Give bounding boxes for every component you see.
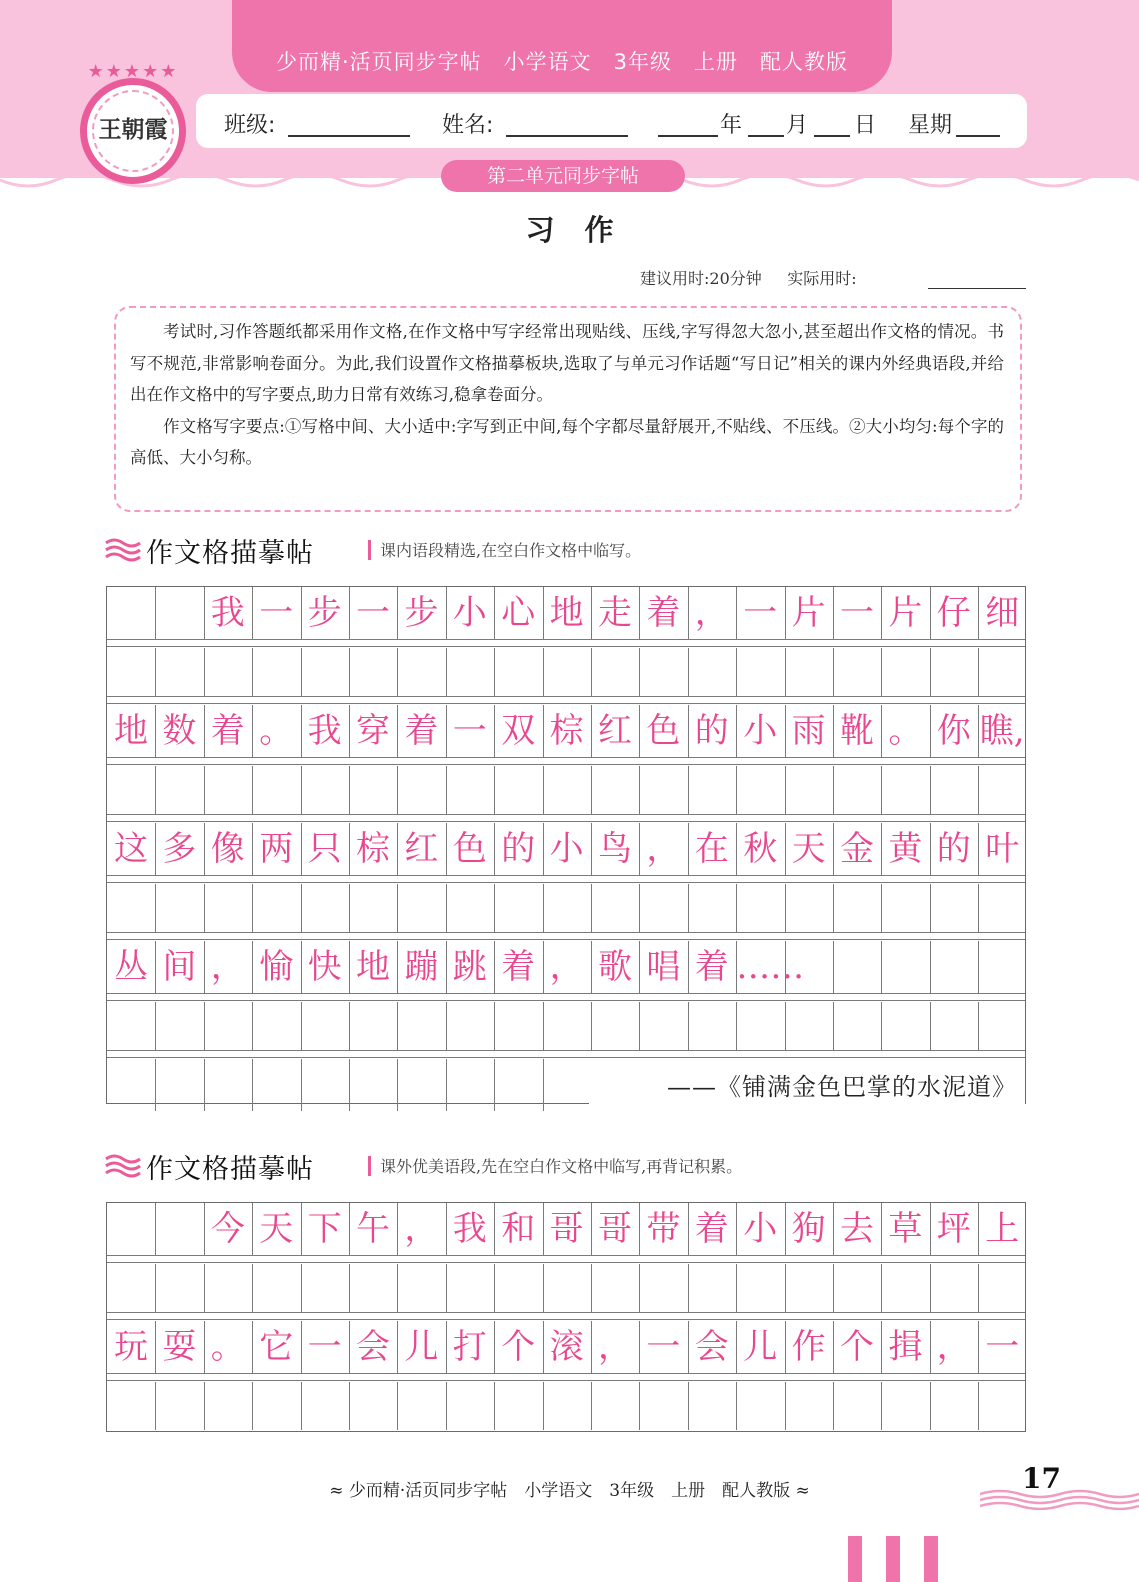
trace-character: 步 [307, 593, 342, 633]
trace-character: 着 [501, 947, 536, 987]
trace-character: 。 [888, 711, 923, 751]
trace-character: 一 [307, 1327, 342, 1367]
trace-character: 哥 [549, 1209, 584, 1249]
grid-cell-divider [494, 1059, 495, 1111]
trace-character: 个 [840, 1327, 874, 1367]
trace-character: ， [404, 1209, 439, 1249]
trace-character [155, 1203, 203, 1255]
row-gap [107, 814, 1025, 822]
trace-character: 片 [791, 593, 826, 633]
page-title: 习作 [525, 213, 644, 247]
trace-character: 儿 [743, 1327, 778, 1367]
intro-paragraph-2: 作文格写字要点:①写格中间、大小适中:字写到正中间,每个字都尽量舒展开,不贴线、不压线。②大小均匀:每个字的高低、大小匀称。 [130, 416, 1004, 467]
trace-character: 多 [162, 829, 197, 869]
section1-writing-grid [106, 586, 1026, 1104]
trace-character: 数 [162, 711, 197, 751]
year-field[interactable] [658, 135, 718, 137]
trace-character: 着 [694, 947, 729, 987]
trace-character: 心 [501, 593, 536, 633]
footer-wave-decoration [980, 1488, 1139, 1510]
actual-time-label: 实际用时: [787, 269, 857, 288]
wave-icon [104, 536, 142, 564]
trace-character: 一 [646, 1327, 681, 1367]
trace-character: 它 [259, 1327, 294, 1367]
year-label: 年 [720, 113, 743, 138]
trace-character: 跳 [452, 947, 487, 987]
trace-character: 一 [452, 711, 487, 751]
day-label: 日 [854, 113, 877, 138]
trace-character: …… [736, 947, 805, 987]
trace-character: 我 [452, 1209, 487, 1249]
trace-character: 会 [694, 1327, 729, 1367]
trace-character: 一 [356, 593, 390, 633]
trace-character: 上 [985, 1209, 1020, 1249]
blank-practice-row[interactable] [107, 648, 1025, 696]
trace-character: 小 [743, 1209, 778, 1249]
grid-cell-divider [301, 1059, 302, 1111]
grid-cell-divider [446, 1059, 447, 1111]
trace-character: 蹦 [404, 947, 439, 987]
blank-practice-row[interactable] [107, 884, 1025, 932]
suggested-time: 建议用时:20分钟 [640, 269, 762, 288]
trace-character: ， [598, 1327, 632, 1367]
trace-character: 色 [646, 711, 681, 751]
class-field[interactable] [288, 135, 410, 137]
class-label: 班级: [224, 113, 276, 138]
name-label: 姓名: [442, 113, 494, 138]
row-gap [107, 1255, 1025, 1263]
trace-character: 这 [114, 829, 148, 869]
trace-character: 打 [452, 1327, 487, 1367]
trace-character: 你 [936, 711, 971, 751]
grid-cell-divider [252, 1059, 253, 1111]
trace-character: 的 [936, 829, 971, 869]
blank-practice-row[interactable] [107, 1264, 1025, 1312]
trace-character: 我 [210, 593, 245, 633]
grid-cell-divider [155, 1059, 156, 1111]
trace-character: ， [549, 947, 584, 987]
trace-character: 只 [307, 829, 342, 869]
trace-character: 仔 [936, 593, 971, 633]
trace-character: 在 [694, 829, 729, 869]
trace-character: 去 [840, 1209, 874, 1249]
trace-character: 地 [356, 947, 390, 987]
trace-character: 的 [694, 711, 729, 751]
section1-divider [368, 540, 371, 560]
trace-character: 作 [791, 1327, 826, 1367]
trace-character: 丛 [114, 947, 148, 987]
trace-character: 会 [356, 1327, 390, 1367]
trace-character [833, 941, 881, 993]
row-gap [107, 639, 1025, 647]
trace-character: ， [694, 593, 729, 633]
trace-character: 片 [888, 593, 923, 633]
header-title-tab [232, 0, 892, 92]
month-field[interactable] [748, 135, 784, 137]
unit-label: 第二单元同步字帖 [441, 160, 685, 192]
row-gap [107, 696, 1025, 704]
trace-character: 带 [646, 1209, 681, 1249]
trace-character: 唱 [646, 947, 681, 987]
trace-character: 天 [259, 1209, 294, 1249]
trace-character: 草 [888, 1209, 923, 1249]
trace-character: 靴 [840, 711, 874, 751]
series-title: 少而精·活页同步字帖 小学语文 3年级 上册 配人教版 [275, 50, 849, 74]
trace-character: 坪 [936, 1209, 971, 1249]
trace-character: 色 [452, 829, 487, 869]
actual-time-field[interactable] [928, 288, 1026, 289]
trace-character: 一 [985, 1327, 1020, 1367]
blank-practice-row[interactable] [107, 1002, 1025, 1050]
section1-desc: 课内语段精选,在空白作文格中临写。 [380, 541, 642, 560]
month-label: 月 [786, 113, 809, 138]
trace-character: 着 [404, 711, 439, 751]
trace-character: 雨 [791, 711, 826, 751]
trace-character: 我 [307, 711, 342, 751]
section2-desc: 课外优美语段,先在空白作文格中临写,再背记积累。 [380, 1157, 743, 1176]
weekday-field[interactable] [956, 135, 1000, 137]
trace-character: 小 [743, 711, 778, 751]
trace-character: 快 [307, 947, 342, 987]
blank-practice-row[interactable] [107, 1382, 1025, 1430]
trace-character [881, 941, 929, 993]
brand-logo [80, 61, 186, 184]
trace-character: ， [646, 829, 681, 869]
trace-character: 着 [694, 1209, 729, 1249]
trace-character: 走 [598, 593, 632, 633]
blank-practice-row[interactable] [107, 766, 1025, 814]
trace-character: 歌 [598, 947, 632, 987]
trace-character: 天 [791, 829, 826, 869]
trace-character: 红 [404, 829, 439, 869]
trace-character: 叶 [985, 829, 1020, 869]
trace-character: 着 [646, 593, 681, 633]
trace-character: 红 [598, 711, 632, 751]
trace-character: 一 [840, 593, 874, 633]
row-gap [107, 1312, 1025, 1320]
trace-character: 狗 [791, 1209, 826, 1249]
trace-character [930, 941, 978, 993]
source-attribution: ——《铺满金色巴掌的水泥道》 [667, 1073, 1017, 1101]
trace-character: 棕 [549, 711, 584, 751]
trace-character: ， [210, 947, 245, 987]
trace-character: 午 [356, 1209, 390, 1249]
trace-character [978, 941, 1026, 993]
intro-box [114, 306, 1022, 512]
student-info-box [196, 94, 1027, 148]
trace-character: 儿 [404, 1327, 439, 1367]
trace-character: 小 [452, 593, 487, 633]
trace-character: 细 [985, 593, 1020, 633]
row-gap [107, 875, 1025, 883]
weekday-label: 星期 [908, 113, 953, 138]
time-info [640, 266, 857, 289]
trace-character: 两 [259, 829, 294, 869]
grid-cell-divider [349, 1059, 350, 1111]
trace-character: 地 [549, 593, 584, 633]
logo-stars: ★★★★★ [87, 61, 179, 82]
intro-paragraph-1: 考试时,习作答题纸都采用作文格,在作文格中写字经常出现贴线、压线,字写得忽大忽小,甚至超出作文格的情况。书写不规范,非常影响卷面分。为此,我们设置作文格描摹板块,选取了与单元习作话题“写日记”相关的课内外经典语段,并给出在作文格中的写字要点,助力日常有效练习,稳拿卷面分。 [130, 322, 1004, 404]
section2-divider [368, 1156, 371, 1176]
section1-label: 作文格描摹帖 [146, 538, 314, 569]
trace-character: 步 [404, 593, 439, 633]
section2-writing-grid [106, 1202, 1026, 1432]
trace-character: 双 [501, 711, 536, 751]
trace-character: 滚 [549, 1327, 584, 1367]
row-gap [107, 1050, 1025, 1058]
trace-character: 和 [501, 1209, 536, 1249]
trace-character [107, 1203, 155, 1255]
grid-cell-divider [543, 1059, 544, 1111]
trace-character: 耍 [162, 1327, 197, 1367]
trace-character: 间 [162, 947, 197, 987]
row-gap [107, 1373, 1025, 1381]
footer-series: ≈ 少而精·活页同步字帖 小学语文 3年级 上册 配人教版 ≈ [329, 1481, 810, 1501]
trace-character: 玩 [114, 1327, 148, 1367]
trace-character: 今 [210, 1209, 245, 1249]
trace-character: 下 [307, 1209, 342, 1249]
trace-character: 愉 [259, 947, 294, 987]
trace-character: 金 [840, 829, 874, 869]
trace-character: 地 [114, 711, 148, 751]
row-gap [107, 757, 1025, 765]
day-field[interactable] [814, 135, 850, 137]
trace-character: ， [936, 1327, 971, 1367]
trace-character: 穿 [356, 711, 390, 751]
logo-name: 王朝霞 [98, 116, 168, 143]
trace-character: 棕 [356, 829, 390, 869]
trace-character: 像 [210, 829, 245, 869]
name-field[interactable] [506, 135, 628, 137]
trace-character: 个 [501, 1327, 536, 1367]
trace-character: 瞧, [979, 711, 1025, 751]
row-gap [107, 932, 1025, 940]
grid-cell-divider [204, 1059, 205, 1111]
page-number: 17 [1022, 1462, 1061, 1495]
trace-character: 黄 [888, 829, 923, 869]
trace-character: 着 [210, 711, 245, 751]
trace-character: 。 [259, 711, 294, 751]
trace-character [155, 587, 203, 639]
trace-character: 哥 [598, 1209, 632, 1249]
trace-character: 揖 [888, 1327, 923, 1367]
trace-character: 一 [259, 593, 294, 633]
row-gap [107, 993, 1025, 1001]
trace-character: 鸟 [598, 829, 632, 869]
section2-label: 作文格描摹帖 [146, 1154, 314, 1185]
grid-cell-divider [397, 1059, 398, 1111]
trace-character: 。 [210, 1327, 245, 1367]
trace-character: 秋 [743, 829, 778, 869]
trace-character: 小 [549, 829, 584, 869]
trace-character [785, 941, 833, 993]
trace-character: 一 [743, 593, 778, 633]
trace-character: 的 [501, 829, 536, 869]
wave-icon [104, 1152, 142, 1180]
trace-character [107, 587, 155, 639]
